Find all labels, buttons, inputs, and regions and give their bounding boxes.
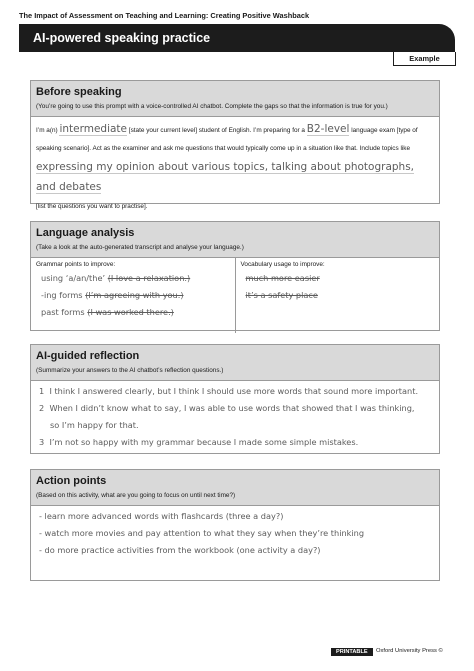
banner-title: AI-powered speaking practice	[33, 31, 211, 45]
before-speaking-header	[31, 81, 439, 117]
grammar-example: (I love a relaxation.)	[107, 273, 191, 283]
reflection-title: AI-guided reflection	[36, 350, 140, 362]
exam-answer[interactable]: B2-level	[306, 123, 350, 135]
grammar-item[interactable]	[36, 270, 230, 287]
language-analysis-section	[30, 221, 440, 331]
level-answer[interactable]: intermediate	[59, 123, 128, 135]
action-points-header	[31, 470, 439, 506]
printable-badge: PRINTABLE	[331, 648, 373, 656]
grammar-item[interactable]	[36, 287, 230, 304]
topics-answer[interactable]: expressing my opinion about various topics, talking about photographs, and debates	[36, 161, 415, 193]
reflection-header	[31, 345, 439, 381]
answer-number: 1	[39, 386, 45, 396]
action-points-list	[31, 506, 439, 559]
reflection-section	[30, 344, 440, 454]
reflection-answers	[31, 381, 439, 451]
answer-text: I’m not so happy with my grammar because I made some simple mistakes.	[49, 437, 359, 447]
reflection-answer[interactable]	[39, 400, 431, 417]
prompt-text-part: student of English. I’m preparing for a	[198, 127, 307, 134]
prompt-text-part: [state your current level]	[127, 127, 199, 134]
action-points-title: Action points	[36, 475, 107, 487]
before-speaking-title: Before speaking	[36, 86, 122, 98]
reflection-answer[interactable]	[39, 383, 431, 400]
action-point[interactable]: - learn more advanced words with flashcards (three a day?)	[39, 511, 284, 521]
grammar-column	[31, 258, 235, 333]
before-speaking-section	[30, 80, 440, 210]
analysis-columns	[31, 258, 439, 333]
action-point[interactable]: - watch more movies and pay attention to what they say when they’re thinking	[39, 528, 365, 538]
reflection-answer-continued: so I’m happy for that.	[50, 420, 139, 430]
grammar-point: past forms	[41, 307, 85, 317]
language-analysis-instructions: (Take a look at the auto-generated transcript and analyse your language.)	[36, 244, 244, 251]
action-points-instructions: (Based on this activity, what are you going to focus on until next time?)	[36, 492, 236, 499]
language-analysis-title: Language analysis	[36, 227, 135, 239]
language-analysis-header	[31, 222, 439, 258]
vocabulary-item[interactable]: it’s a safety place	[245, 290, 318, 300]
reflection-instructions: (Summarize your answers to the AI chatbot’s reflection questions.)	[36, 367, 224, 374]
prompt-text-part: language exam [type of speaking scenario]. Act as the examiner and ask me questions that would typically come up in a situation like that. Include topics like	[36, 127, 418, 152]
answer-number: 3	[39, 437, 45, 447]
answer-text: I think I answered clearly, but I think I should use more words that sound more important.	[49, 386, 419, 396]
running-title: The Impact of Assessment on Teaching and Learning: Creating Positive Washback	[19, 11, 310, 20]
prompt-text	[31, 117, 439, 216]
grammar-header: Grammar points to improve:	[36, 261, 116, 268]
vocabulary-item[interactable]: much more easier	[245, 273, 320, 283]
prompt-text-part: I’m a(n)	[36, 127, 60, 134]
answer-text: When I didn’t know what to say, I was able to use words that showed that I was thinking,	[49, 403, 415, 413]
prompt-text-part: [list the questions you want to practise].	[36, 203, 148, 210]
grammar-example: (I was worked there.)	[87, 307, 174, 317]
reflection-answer[interactable]	[39, 434, 431, 451]
before-speaking-instructions: (You’re going to use this prompt with a voice-controlled AI chatbot. Complete the gaps so that the information is true for you.)	[36, 103, 388, 110]
example-tag: Example	[393, 52, 456, 66]
answer-number: 2	[39, 403, 45, 413]
grammar-item[interactable]	[36, 304, 230, 321]
grammar-example: (I’m agreeing with you.)	[85, 290, 184, 300]
publisher-credit: Oxford University Press ©	[376, 648, 443, 654]
grammar-point: using ‘a/an/the’	[41, 273, 106, 283]
title-banner	[19, 24, 455, 52]
vocabulary-column	[235, 258, 440, 333]
action-points-section	[30, 469, 440, 581]
grammar-point: -ing forms	[41, 290, 83, 300]
action-point[interactable]: - do more practice activities from the workbook (one activity a day?)	[39, 545, 321, 555]
vocabulary-header: Vocabulary usage to improve:	[240, 261, 325, 268]
